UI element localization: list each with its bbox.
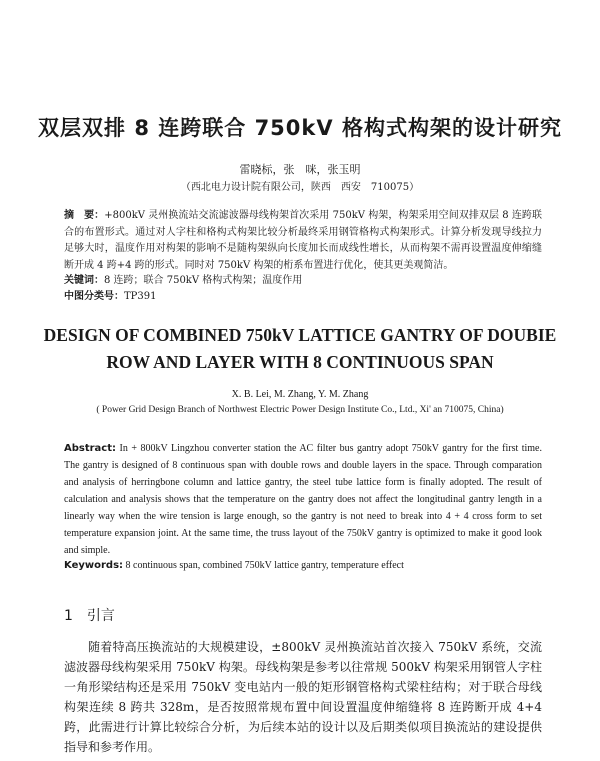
chinese-affiliation: （西北电力设计院有限公司，陕西 西安 710075） [180,182,420,193]
english-keywords-text: 8 continuous span, combined 750kV lattice gantry, temperature effect [125,560,404,571]
chinese-abstract-label: 摘 要： [64,210,105,221]
classification-label: 中图分类号： [64,291,124,302]
chinese-title: 双层双排 8 连跨联合 750kV 格构式构架的设计研究 [38,116,562,140]
section-heading [64,605,115,625]
section-title: 引言 [86,608,115,624]
body-paragraph: 随着特高压换流站的大规模建设，±800kV 灵州换流站首次接入 750kV 系统，交流滤波器母线构架采用 750kV 构架。母线构架是参考以往常规 500kV 构架采用钢管人字柱一角形梁结构还是采用 750kV 变电站内一般的矩形钢管格构式梁柱结构；对于联合母线构架连续 8 跨共 328m，是否按照常规布置中间设置温度伸缩缝将 8 连跨断开成 4+4 跨，此需进行计算比较综合分析，为后续本站的设计以及后期类似项目换流站的建设提供指导和参考作用。 [64,640,542,754]
chinese-authors: 雷晓标，张 咪，张玉明 [239,163,361,176]
english-abstract-label: Abstract: [64,443,117,454]
english-abstract [64,440,542,559]
chinese-abstract [64,208,542,274]
english-affiliation: ( Power Grid Design Branch of Northwest Electric Power Design Institute Co., Ltd., Xi' an 710075, China) [96,405,504,415]
english-title: DESIGN OF COMBINED 750kV LATTICE GANTRY OF DOUBIE ROW AND LAYER WITH 8 CONTINUOUS SPAN [43,325,557,372]
english-keywords [64,558,542,575]
section-number: 1 [64,608,73,624]
english-abstract-text: In + 800kV Lingzhou converter station the AC filter bus gantry adopt 750kV gantry for the first time. The gantry is designed of 8 continuous span with double rows and double layers in the space. Through comparation and analysis of herringbone column and lattice gantry, the steel tube lattice form is finally adopted. The result of calculation and analysis shows that the temperature on the gantry does not affect the longitudinal gantry length in a linearly way when the wire tension is large enough, so the gantry is not need to break into 4 + 4 cross form to set temperature expansion joint. At the same time, the truss layout of the 750kV gantry is optimized to make it good look and simple. [64,443,542,556]
chinese-keywords [64,273,542,290]
chinese-keywords-text: 8 连跨；联合 750kV 格构式构架；温度作用 [104,275,303,286]
classification-number [64,289,542,306]
chinese-abstract-text: +800kV 灵州换流站交流滤波器母线构架首次采用 750kV 构架，构架采用空间双排双层 8 连跨联合的布置形式。通过对人字柱和格构式构架比较分析最终采用钢管格构式构架形式。计算分析发现导线拉力足够大时，温度作用对构架的影响不是随构架纵向长度加长而成线性增长，从而构架不需再设置温度伸缩缝断开成 4 跨+4 跨的形式。同时对 750kV 构架的桁系布置进行优化，使其更美观简洁。 [64,210,542,271]
chinese-keywords-label: 关键词： [64,275,104,286]
english-keywords-label: Keywords: [64,560,124,571]
classification-text: TP391 [124,291,157,302]
english-authors: X. B. Lei, M. Zhang, Y. M. Zhang [231,389,369,400]
